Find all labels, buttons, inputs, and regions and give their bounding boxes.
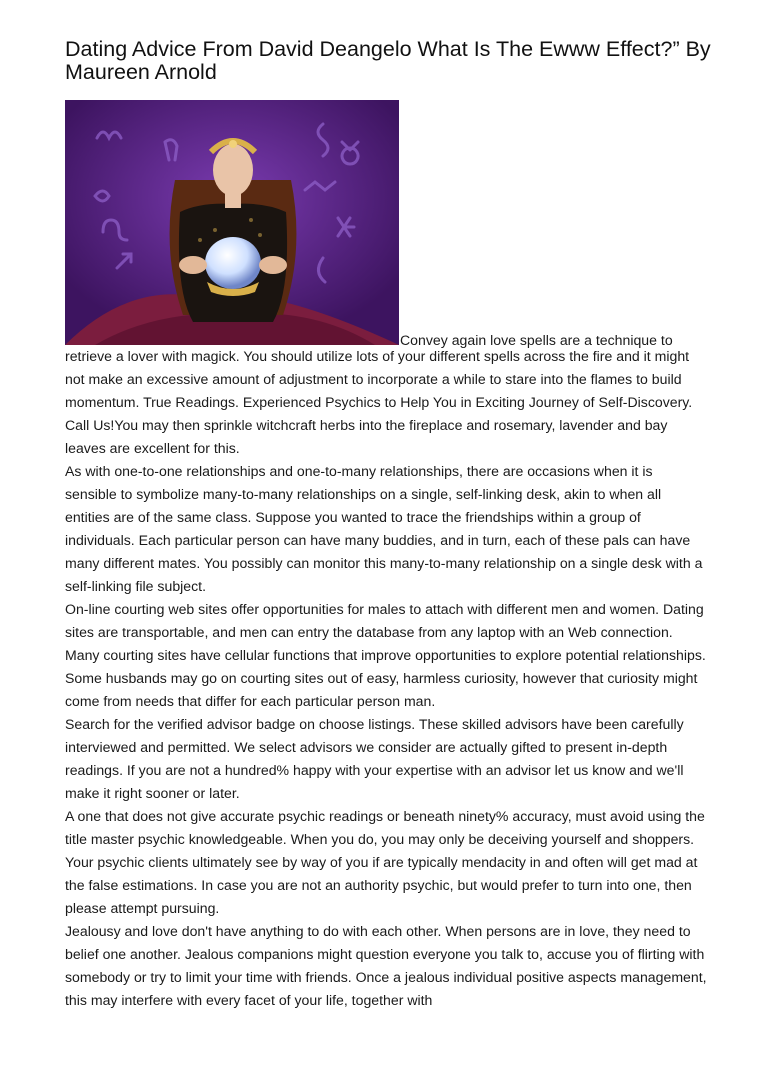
article-body	[65, 100, 707, 1012]
paragraph: On-line courting web sites offer opportunities for males to attach with different men and women. Dating sites are transportable, and men can entry the database from any laptop with an Web connection. Many courting sites have cellular functions that improve opportunities to explore potential relationships. Some husbands may go on courting sites out of easy, harmless curiosity, however that curiosity might come from needs that differ for each particular person man.	[65, 601, 706, 709]
paragraph: retrieve a lover with magick. You should utilize lots of your different spells across the fire and it might not make an excessive amount of adjustment to incorporate a while to stare into the flames to build momentum. True Readings. Experienced Psychics to Help You in Exciting Journey of Self-Discovery. Call Us!You may then sprinkle witchcraft herbs into the fireplace and rosemary, lavender and bay leaves are excellent for this.	[65, 348, 693, 456]
hero-image	[65, 100, 399, 345]
intro-text: Convey again love spells are a technique to	[400, 332, 673, 348]
hero-row	[65, 100, 707, 348]
paragraph: Search for the verified advisor badge on choose listings. These skilled advisors have been carefully interviewed and permitted. We select advisors we consider are actually gifted to present in-depth readings. If you are not a hundred% happy with your expertise with an advisor let us know and we'll make it right sooner or later.	[65, 716, 684, 801]
paragraph: As with one-to-one relationships and one-to-many relationships, there are occasions when it is sensible to symbolize many-to-many relationships on a single, self-linking desk, akin to when all entities are of the same class. Suppose you wanted to trace the friendships within a group of individuals. Each particular person can have many buddies, and in turn, each of these pals can have many different mates. You possibly can monitor this many-to-many relationship on a single desk with a self-linking file subject.	[65, 463, 703, 594]
paragraph: Jealousy and love don't have anything to do with each other. When persons are in love, they need to belief one another. Jealous companions might question everyone you talk to, accuse you of flirting with somebody or try to limit your time with friends. Once a jealous individual positive aspects management, this may interfere with every facet of your life, together with	[65, 923, 707, 1008]
paragraph: A one that does not give accurate psychic readings or beneath ninety% accuracy, must avoid using the title master psychic knowledgeable. When you do, you may only be deceiving yourself and shoppers. Your psychic clients ultimately see by way of you if are typically mendacity in and often will get mad at the false estimations. In case you are not an authority psychic, but would prefer to turn into one, then please attempt pursuing.	[65, 808, 705, 916]
page-title: Dating Advice From David Deangelo What Is The Ewww Effect?” By Maureen Arnold	[65, 37, 711, 84]
